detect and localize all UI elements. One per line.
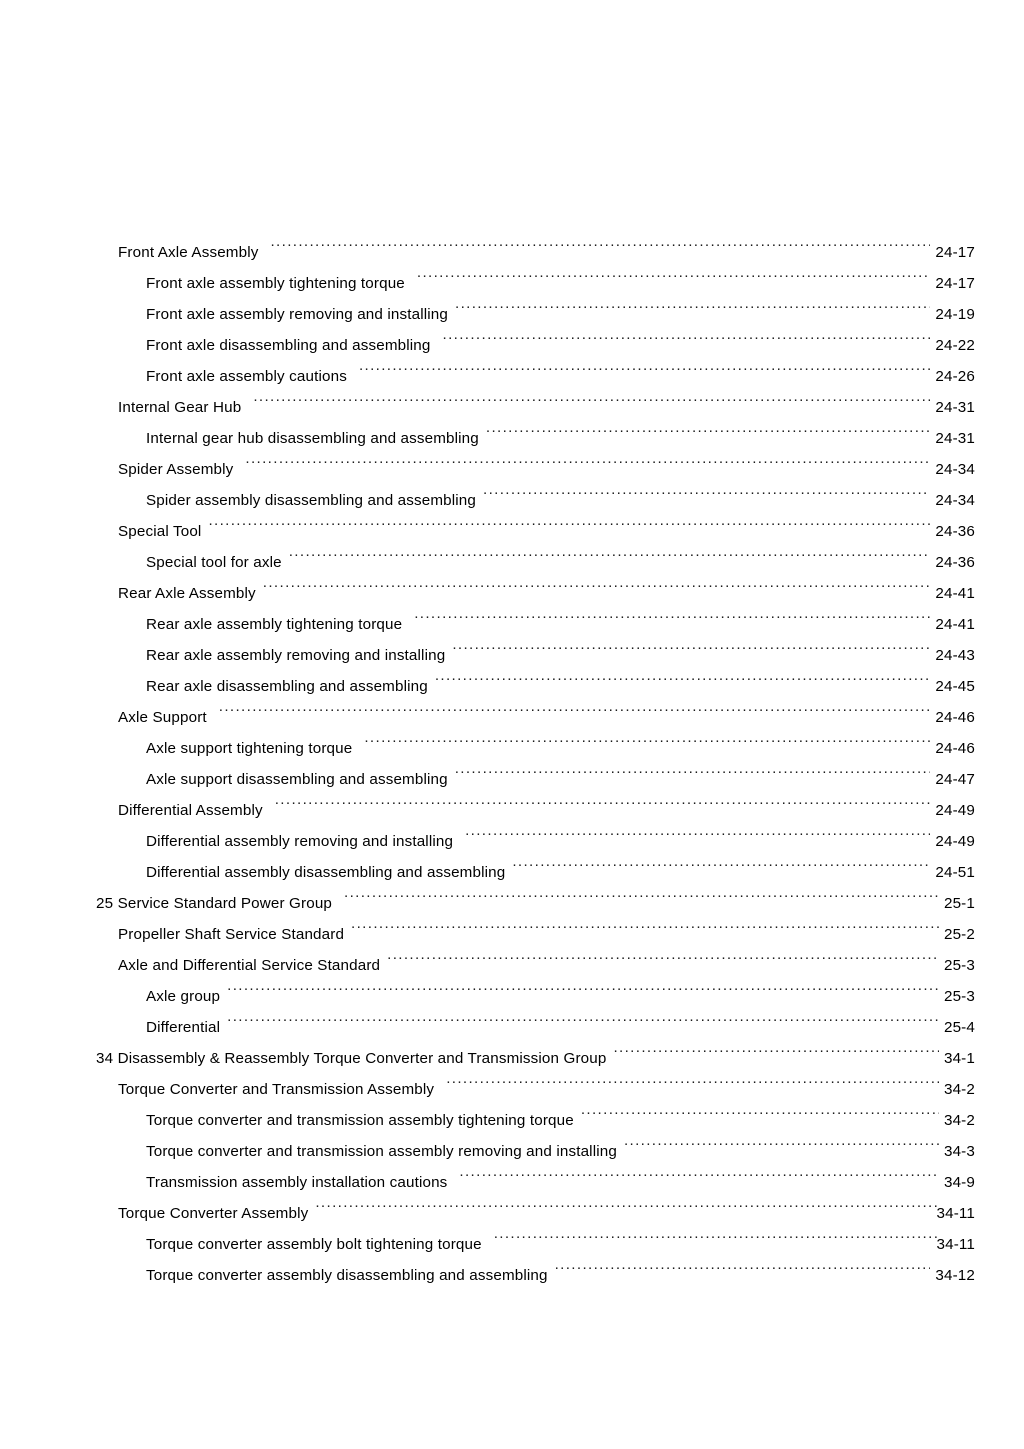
toc-entry-title: 25 Service Standard Power Group bbox=[96, 895, 333, 912]
toc-leader-dots bbox=[581, 1094, 939, 1125]
toc-leader-dots bbox=[494, 1218, 937, 1249]
toc-entry-page-number: 34-9 bbox=[943, 1174, 975, 1191]
toc-entry-title: Spider assembly disassembling and assembling bbox=[146, 492, 477, 509]
toc-entry-title: Front axle assembly removing and installing bbox=[146, 306, 448, 323]
toc-entry-title: Torque converter assembly disassembling and assembling bbox=[146, 1267, 548, 1284]
toc-entry-title: Axle Support bbox=[118, 709, 207, 726]
toc-entry-page-number: 24-46 bbox=[935, 709, 975, 726]
toc-entry-page-number: 24-22 bbox=[935, 337, 975, 354]
toc-leader-dots bbox=[387, 939, 939, 970]
toc-entry-title: Differential bbox=[146, 1019, 221, 1036]
toc-entry-page-number: 25-3 bbox=[943, 988, 975, 1005]
toc-entry-title: Transmission assembly installation cautions bbox=[146, 1174, 448, 1191]
toc-leader-dots bbox=[270, 226, 930, 257]
toc-leader-dots bbox=[359, 350, 930, 381]
toc-leader-dots bbox=[512, 846, 930, 877]
toc-entry-page-number: 24-49 bbox=[935, 833, 975, 850]
toc-leader-dots bbox=[483, 474, 930, 505]
toc-entry-title: Front Axle Assembly bbox=[118, 244, 259, 261]
toc-entry-title: Rear axle assembly tightening torque bbox=[146, 616, 403, 633]
toc-entry-title: Torque Converter and Transmission Assembly bbox=[118, 1081, 435, 1098]
toc-entry-page-number: 24-45 bbox=[935, 678, 975, 695]
toc-entry-page-number: 24-51 bbox=[935, 864, 975, 881]
toc-leader-dots bbox=[263, 567, 931, 598]
toc-entry-title: Axle group bbox=[146, 988, 221, 1005]
toc-leader-dots bbox=[344, 877, 939, 908]
toc-entry-page-number: 24-31 bbox=[935, 430, 975, 447]
toc-entry-page-number: 24-41 bbox=[935, 585, 975, 602]
toc-entry-title: Propeller Shaft Service Standard bbox=[118, 926, 345, 943]
toc-entry-title: Torque Converter Assembly bbox=[118, 1205, 309, 1222]
toc-entry-page-number: 34-11 bbox=[936, 1205, 975, 1222]
toc-entry-page-number: 34-1 bbox=[943, 1050, 975, 1067]
table-of-contents-list bbox=[0, 226, 1024, 1284]
toc-leader-dots bbox=[289, 536, 931, 567]
toc-leader-dots bbox=[414, 598, 930, 629]
toc-entry-page-number: 24-31 bbox=[935, 399, 975, 416]
toc-entry-title: Special tool for axle bbox=[146, 554, 282, 571]
toc-leader-dots bbox=[486, 412, 931, 443]
toc-entry-page-number: 25-2 bbox=[943, 926, 975, 943]
toc-leader-dots bbox=[275, 784, 931, 815]
toc-entry-title: Axle and Differential Service Standard bbox=[118, 957, 381, 974]
toc-leader-dots bbox=[417, 257, 931, 288]
toc-entry-title: Axle support tightening torque bbox=[146, 740, 353, 757]
toc-leader-dots bbox=[624, 1125, 939, 1156]
toc-leader-dots bbox=[227, 1001, 939, 1032]
toc-entry-title: Torque converter and transmission assembly tightening torque bbox=[146, 1112, 574, 1129]
toc-leader-dots bbox=[435, 660, 931, 691]
toc-entry-page-number: 24-47 bbox=[935, 771, 975, 788]
toc-leader-dots bbox=[613, 1032, 939, 1063]
toc-entry-title: Internal gear hub disassembling and assembling bbox=[146, 430, 479, 447]
toc-entry-page-number: 24-43 bbox=[935, 647, 975, 664]
toc-entry-title: Rear Axle Assembly bbox=[118, 585, 256, 602]
toc-entry-page-number: 34-11 bbox=[936, 1236, 975, 1253]
toc-entry-page-number: 34-3 bbox=[943, 1143, 975, 1160]
toc-entry-title: Torque converter and transmission assembly removing and installing bbox=[146, 1143, 617, 1160]
toc-leader-dots bbox=[443, 319, 931, 350]
toc-entry-page-number: 24-34 bbox=[935, 461, 975, 478]
toc-entry-page-number: 24-36 bbox=[935, 523, 975, 540]
toc-entry-title: Front axle disassembling and assembling bbox=[146, 337, 431, 354]
toc-entry[interactable] bbox=[0, 226, 1024, 261]
toc-leader-dots bbox=[364, 722, 930, 753]
toc-leader-dots bbox=[452, 629, 930, 660]
toc-leader-dots bbox=[315, 1187, 936, 1218]
toc-entry-title: Differential assembly removing and installing bbox=[146, 833, 454, 850]
toc-entry-page-number: 24-26 bbox=[935, 368, 975, 385]
toc-entry-title: Rear axle assembly removing and installing bbox=[146, 647, 446, 664]
toc-entry-page-number: 24-17 bbox=[935, 275, 975, 292]
toc-entry-page-number: 34-12 bbox=[935, 1267, 975, 1284]
toc-entry-page-number: 34-2 bbox=[943, 1081, 975, 1098]
toc-entry-title: Internal Gear Hub bbox=[118, 399, 242, 416]
toc-entry-page-number: 24-49 bbox=[935, 802, 975, 819]
toc-leader-dots bbox=[245, 443, 930, 474]
toc-leader-dots bbox=[455, 288, 930, 319]
toc-leader-dots bbox=[465, 815, 930, 846]
toc-entry-title: Torque converter assembly bolt tightening torque bbox=[146, 1236, 482, 1253]
toc-entry-title: Special Tool bbox=[118, 523, 202, 540]
toc-entry-title: Axle support disassembling and assembling bbox=[146, 771, 448, 788]
toc-entry-page-number: 25-1 bbox=[943, 895, 975, 912]
toc-leader-dots bbox=[351, 908, 939, 939]
toc-entry-page-number: 24-36 bbox=[935, 554, 975, 571]
toc-entry-page-number: 24-17 bbox=[935, 244, 975, 261]
toc-entry-page-number: 24-19 bbox=[935, 306, 975, 323]
toc-leader-dots bbox=[459, 1156, 939, 1187]
toc-leader-dots bbox=[455, 753, 931, 784]
toc-entry-title: Front axle assembly cautions bbox=[146, 368, 347, 385]
toc-entry-title: Spider Assembly bbox=[118, 461, 234, 478]
toc-entry-page-number: 25-3 bbox=[943, 957, 975, 974]
toc-leader-dots bbox=[555, 1249, 931, 1280]
toc-leader-dots bbox=[219, 691, 931, 722]
toc-entry-title: Front axle assembly tightening torque bbox=[146, 275, 405, 292]
toc-leader-dots bbox=[446, 1063, 939, 1094]
toc-entry-title: Differential Assembly bbox=[118, 802, 263, 819]
toc-leader-dots bbox=[253, 381, 930, 412]
toc-entry-page-number: 34-2 bbox=[943, 1112, 975, 1129]
toc-leader-dots bbox=[227, 970, 939, 1001]
toc-entry-page-number: 24-34 bbox=[935, 492, 975, 509]
toc-entry-page-number: 24-41 bbox=[935, 616, 975, 633]
toc-entry-page-number: 25-4 bbox=[943, 1019, 975, 1036]
toc-entry-title: 34 Disassembly & Reassembly Torque Converter and Transmission Group bbox=[96, 1050, 607, 1067]
toc-entry-title: Differential assembly disassembling and assembling bbox=[146, 864, 506, 881]
toc-leader-dots bbox=[208, 505, 930, 536]
toc-entry-page-number: 24-46 bbox=[935, 740, 975, 757]
toc-entry-title: Rear axle disassembling and assembling bbox=[146, 678, 428, 695]
